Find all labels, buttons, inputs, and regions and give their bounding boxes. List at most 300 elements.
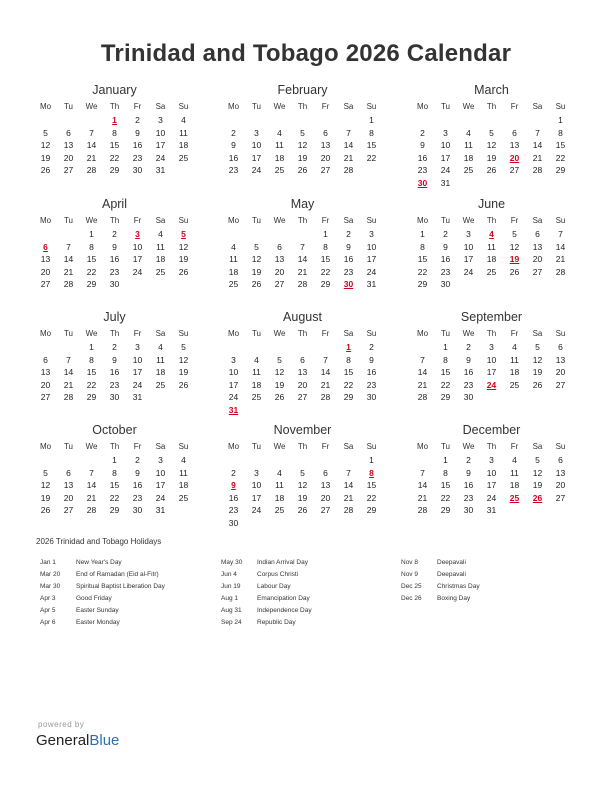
day-cell[interactable]: 2 <box>231 127 236 138</box>
day-cell[interactable]: 17 <box>251 152 262 163</box>
day-cell[interactable]: 1 <box>89 229 94 239</box>
day-cell[interactable]: 2 <box>135 455 140 465</box>
day-cell[interactable]: 8 <box>89 241 94 252</box>
day-cell[interactable]: 5 <box>512 229 517 239</box>
day-cell[interactable]: 24 <box>463 266 474 277</box>
day-cell[interactable]: 25 <box>155 379 166 390</box>
holiday-day[interactable]: 24 <box>486 379 497 390</box>
holiday-day[interactable]: 9 <box>231 480 236 491</box>
day-cell[interactable]: 20 <box>63 492 74 503</box>
day-cell[interactable]: 16 <box>132 140 143 151</box>
day-cell[interactable]: 3 <box>466 229 471 239</box>
day-cell[interactable]: 13 <box>40 254 51 265</box>
day-cell[interactable]: 17 <box>366 254 377 265</box>
day-cell[interactable]: 6 <box>43 354 48 365</box>
day-cell[interactable]: 23 <box>417 165 428 176</box>
day-cell[interactable]: 15 <box>417 254 428 265</box>
day-cell[interactable]: 27 <box>320 165 331 176</box>
day-cell[interactable]: 6 <box>558 455 563 465</box>
day-cell[interactable]: 11 <box>229 254 238 265</box>
brand-logo[interactable] <box>36 732 119 749</box>
day-cell[interactable]: 24 <box>132 266 143 277</box>
day-cell[interactable]: 3 <box>489 455 494 465</box>
day-cell[interactable]: 14 <box>86 480 97 491</box>
day-cell[interactable]: 17 <box>463 254 474 265</box>
day-cell[interactable]: 24 <box>366 266 377 277</box>
day-cell[interactable]: 29 <box>555 165 566 176</box>
day-cell[interactable]: 11 <box>156 241 165 252</box>
day-cell[interactable]: 29 <box>109 165 120 176</box>
day-cell[interactable]: 9 <box>369 354 374 365</box>
day-cell[interactable]: 7 <box>346 467 351 478</box>
day-cell[interactable]: 28 <box>417 505 428 516</box>
day-cell[interactable]: 23 <box>463 379 474 390</box>
day-cell[interactable]: 19 <box>274 379 285 390</box>
day-cell[interactable]: 2 <box>466 342 471 352</box>
day-cell[interactable]: 28 <box>343 505 354 516</box>
day-cell[interactable]: 29 <box>320 279 331 290</box>
day-cell[interactable]: 22 <box>417 266 428 277</box>
day-cell[interactable]: 20 <box>555 480 566 491</box>
day-cell[interactable]: 13 <box>555 467 566 478</box>
day-cell[interactable]: 10 <box>440 140 451 151</box>
day-cell[interactable]: 16 <box>366 367 377 378</box>
day-cell[interactable]: 28 <box>343 165 354 176</box>
day-cell[interactable]: 5 <box>43 467 48 478</box>
day-cell[interactable]: 10 <box>486 354 497 365</box>
day-cell[interactable]: 19 <box>178 367 189 378</box>
day-cell[interactable]: 26 <box>297 165 308 176</box>
day-cell[interactable]: 7 <box>300 241 305 252</box>
day-cell[interactable]: 14 <box>86 140 97 151</box>
day-cell[interactable]: 17 <box>486 480 497 491</box>
day-cell[interactable]: 26 <box>178 266 189 277</box>
day-cell[interactable]: 22 <box>366 492 377 503</box>
day-cell[interactable]: 16 <box>228 152 239 163</box>
day-cell[interactable]: 25 <box>463 165 474 176</box>
holiday-day[interactable]: 8 <box>369 467 374 478</box>
day-cell[interactable]: 26 <box>532 379 543 390</box>
day-cell[interactable]: 21 <box>86 492 97 503</box>
day-cell[interactable]: 25 <box>155 266 166 277</box>
day-cell[interactable]: 8 <box>323 241 328 252</box>
day-cell[interactable]: 27 <box>532 266 543 277</box>
day-cell[interactable]: 30 <box>440 279 451 290</box>
day-cell[interactable]: 10 <box>155 127 166 138</box>
day-cell[interactable]: 20 <box>40 266 51 277</box>
day-cell[interactable]: 17 <box>155 140 166 151</box>
day-cell[interactable]: 19 <box>532 367 543 378</box>
day-cell[interactable]: 30 <box>463 505 474 516</box>
day-cell[interactable]: 13 <box>555 354 566 365</box>
day-cell[interactable]: 1 <box>369 115 374 125</box>
holiday-day[interactable]: 6 <box>43 241 48 252</box>
day-cell[interactable]: 12 <box>297 480 308 491</box>
day-cell[interactable]: 12 <box>178 241 189 252</box>
day-cell[interactable]: 15 <box>86 254 97 265</box>
day-cell[interactable]: 7 <box>420 467 425 478</box>
day-cell[interactable]: 4 <box>158 229 163 239</box>
holiday-day[interactable]: 30 <box>343 279 354 290</box>
day-cell[interactable]: 29 <box>440 505 451 516</box>
day-cell[interactable]: 17 <box>486 367 497 378</box>
day-cell[interactable]: 6 <box>277 241 282 252</box>
day-cell[interactable]: 13 <box>320 480 331 491</box>
day-cell[interactable]: 30 <box>109 279 120 290</box>
day-cell[interactable]: 18 <box>155 367 166 378</box>
day-cell[interactable]: 27 <box>40 279 51 290</box>
day-cell[interactable]: 5 <box>43 127 48 138</box>
day-cell[interactable]: 10 <box>132 241 143 252</box>
day-cell[interactable]: 27 <box>320 505 331 516</box>
day-cell[interactable]: 8 <box>558 127 563 138</box>
day-cell[interactable]: 4 <box>277 127 282 138</box>
day-cell[interactable]: 4 <box>181 115 186 125</box>
day-cell[interactable]: 26 <box>251 279 262 290</box>
day-cell[interactable]: 6 <box>66 127 71 138</box>
day-cell[interactable]: 31 <box>132 392 143 403</box>
day-cell[interactable]: 19 <box>297 492 308 503</box>
day-cell[interactable]: 7 <box>66 354 71 365</box>
day-cell[interactable]: 9 <box>112 354 117 365</box>
day-cell[interactable]: 11 <box>275 140 284 151</box>
day-cell[interactable]: 14 <box>555 241 566 252</box>
day-cell[interactable]: 16 <box>463 480 474 491</box>
day-cell[interactable]: 6 <box>323 467 328 478</box>
day-cell[interactable]: 8 <box>346 354 351 365</box>
day-cell[interactable]: 25 <box>486 266 497 277</box>
day-cell[interactable]: 13 <box>297 367 308 378</box>
day-cell[interactable]: 14 <box>343 480 354 491</box>
day-cell[interactable]: 10 <box>155 467 166 478</box>
day-cell[interactable]: 11 <box>510 467 519 478</box>
day-cell[interactable]: 3 <box>369 229 374 239</box>
day-cell[interactable]: 18 <box>486 254 497 265</box>
day-cell[interactable]: 24 <box>440 165 451 176</box>
day-cell[interactable]: 19 <box>178 254 189 265</box>
day-cell[interactable]: 12 <box>40 480 51 491</box>
day-cell[interactable]: 6 <box>558 342 563 352</box>
day-cell[interactable]: 9 <box>420 140 425 151</box>
day-cell[interactable]: 27 <box>555 492 566 503</box>
day-cell[interactable]: 4 <box>512 455 517 465</box>
day-cell[interactable]: 21 <box>63 379 74 390</box>
day-cell[interactable]: 13 <box>40 367 51 378</box>
day-cell[interactable]: 24 <box>251 505 262 516</box>
day-cell[interactable]: 21 <box>63 266 74 277</box>
day-cell[interactable]: 16 <box>228 492 239 503</box>
holiday-day[interactable]: 19 <box>509 254 520 265</box>
day-cell[interactable]: 5 <box>254 241 259 252</box>
day-cell[interactable]: 29 <box>366 505 377 516</box>
day-cell[interactable]: 25 <box>178 492 189 503</box>
day-cell[interactable]: 1 <box>558 115 563 125</box>
day-cell[interactable]: 23 <box>366 379 377 390</box>
day-cell[interactable]: 28 <box>417 392 428 403</box>
day-cell[interactable]: 7 <box>558 229 563 239</box>
day-cell[interactable]: 8 <box>112 467 117 478</box>
day-cell[interactable]: 9 <box>466 354 471 365</box>
day-cell[interactable]: 12 <box>532 354 543 365</box>
day-cell[interactable]: 16 <box>343 254 354 265</box>
day-cell[interactable]: 2 <box>443 229 448 239</box>
day-cell[interactable]: 20 <box>320 152 331 163</box>
day-cell[interactable]: 23 <box>463 492 474 503</box>
day-cell[interactable]: 8 <box>112 127 117 138</box>
day-cell[interactable]: 28 <box>532 165 543 176</box>
day-cell[interactable]: 15 <box>555 140 566 151</box>
day-cell[interactable]: 4 <box>466 127 471 138</box>
day-cell[interactable]: 14 <box>532 140 543 151</box>
day-cell[interactable]: 10 <box>132 354 143 365</box>
day-cell[interactable]: 13 <box>509 140 520 151</box>
day-cell[interactable]: 13 <box>63 480 74 491</box>
day-cell[interactable]: 24 <box>132 379 143 390</box>
holiday-day[interactable]: 25 <box>509 492 520 503</box>
day-cell[interactable]: 14 <box>297 254 308 265</box>
day-cell[interactable]: 30 <box>366 392 377 403</box>
day-cell[interactable]: 26 <box>509 266 520 277</box>
day-cell[interactable]: 22 <box>109 492 120 503</box>
day-cell[interactable]: 30 <box>132 165 143 176</box>
day-cell[interactable]: 2 <box>231 467 236 478</box>
day-cell[interactable]: 21 <box>86 152 97 163</box>
day-cell[interactable]: 5 <box>300 467 305 478</box>
day-cell[interactable]: 22 <box>555 152 566 163</box>
day-cell[interactable]: 5 <box>535 455 540 465</box>
day-cell[interactable]: 18 <box>509 480 520 491</box>
day-cell[interactable]: 30 <box>109 392 120 403</box>
day-cell[interactable]: 20 <box>555 367 566 378</box>
day-cell[interactable]: 14 <box>63 367 74 378</box>
day-cell[interactable]: 2 <box>420 127 425 138</box>
day-cell[interactable]: 18 <box>228 266 239 277</box>
day-cell[interactable]: 1 <box>443 455 448 465</box>
day-cell[interactable]: 18 <box>251 379 262 390</box>
day-cell[interactable]: 24 <box>228 392 239 403</box>
day-cell[interactable]: 17 <box>155 480 166 491</box>
day-cell[interactable]: 1 <box>369 455 374 465</box>
holiday-day[interactable]: 5 <box>181 229 186 239</box>
day-cell[interactable]: 24 <box>155 152 166 163</box>
day-cell[interactable]: 9 <box>231 140 236 151</box>
day-cell[interactable]: 16 <box>440 254 451 265</box>
day-cell[interactable]: 31 <box>366 279 377 290</box>
day-cell[interactable]: 29 <box>440 392 451 403</box>
day-cell[interactable]: 17 <box>228 379 239 390</box>
day-cell[interactable]: 24 <box>486 492 497 503</box>
day-cell[interactable]: 31 <box>155 505 166 516</box>
day-cell[interactable]: 20 <box>297 379 308 390</box>
day-cell[interactable]: 10 <box>366 241 377 252</box>
day-cell[interactable]: 14 <box>63 254 74 265</box>
day-cell[interactable]: 30 <box>132 505 143 516</box>
day-cell[interactable]: 30 <box>228 517 239 528</box>
holiday-day[interactable]: 4 <box>489 229 494 239</box>
day-cell[interactable]: 25 <box>178 152 189 163</box>
day-cell[interactable]: 21 <box>417 379 428 390</box>
day-cell[interactable]: 1 <box>420 229 425 239</box>
day-cell[interactable]: 3 <box>443 127 448 138</box>
day-cell[interactable]: 23 <box>440 266 451 277</box>
day-cell[interactable]: 19 <box>486 152 497 163</box>
day-cell[interactable]: 31 <box>440 177 451 188</box>
day-cell[interactable]: 29 <box>86 392 97 403</box>
holiday-day[interactable]: 3 <box>135 229 140 239</box>
day-cell[interactable]: 21 <box>343 152 354 163</box>
day-cell[interactable]: 23 <box>343 266 354 277</box>
day-cell[interactable]: 26 <box>486 165 497 176</box>
day-cell[interactable]: 9 <box>135 127 140 138</box>
day-cell[interactable]: 3 <box>254 127 259 138</box>
day-cell[interactable]: 16 <box>132 480 143 491</box>
day-cell[interactable]: 31 <box>155 165 166 176</box>
day-cell[interactable]: 20 <box>320 492 331 503</box>
day-cell[interactable]: 4 <box>277 467 282 478</box>
day-cell[interactable]: 25 <box>251 392 262 403</box>
day-cell[interactable]: 7 <box>89 467 94 478</box>
day-cell[interactable]: 12 <box>40 140 51 151</box>
day-cell[interactable]: 11 <box>510 354 519 365</box>
day-cell[interactable]: 23 <box>109 266 120 277</box>
day-cell[interactable]: 25 <box>274 505 285 516</box>
day-cell[interactable]: 6 <box>323 127 328 138</box>
day-cell[interactable]: 25 <box>274 165 285 176</box>
day-cell[interactable]: 1 <box>89 342 94 352</box>
day-cell[interactable]: 3 <box>254 467 259 478</box>
day-cell[interactable]: 2 <box>112 342 117 352</box>
day-cell[interactable]: 30 <box>463 392 474 403</box>
day-cell[interactable]: 6 <box>66 467 71 478</box>
holiday-day[interactable]: 1 <box>346 342 351 352</box>
day-cell[interactable]: 19 <box>251 266 262 277</box>
day-cell[interactable]: 7 <box>323 354 328 365</box>
day-cell[interactable]: 3 <box>158 455 163 465</box>
day-cell[interactable]: 15 <box>109 480 120 491</box>
day-cell[interactable]: 9 <box>443 241 448 252</box>
day-cell[interactable]: 1 <box>323 229 328 239</box>
day-cell[interactable]: 18 <box>178 480 189 491</box>
day-cell[interactable]: 6 <box>300 354 305 365</box>
day-cell[interactable]: 17 <box>132 367 143 378</box>
day-cell[interactable]: 14 <box>343 140 354 151</box>
day-cell[interactable]: 4 <box>158 342 163 352</box>
day-cell[interactable]: 12 <box>297 140 308 151</box>
day-cell[interactable]: 11 <box>179 467 188 478</box>
day-cell[interactable]: 29 <box>109 505 120 516</box>
day-cell[interactable]: 5 <box>535 342 540 352</box>
day-cell[interactable]: 10 <box>228 367 239 378</box>
day-cell[interactable]: 20 <box>63 152 74 163</box>
day-cell[interactable]: 23 <box>228 165 239 176</box>
day-cell[interactable]: 13 <box>274 254 285 265</box>
day-cell[interactable]: 14 <box>417 480 428 491</box>
day-cell[interactable]: 7 <box>66 241 71 252</box>
day-cell[interactable]: 23 <box>132 152 143 163</box>
day-cell[interactable]: 19 <box>40 492 51 503</box>
day-cell[interactable]: 21 <box>343 492 354 503</box>
day-cell[interactable]: 9 <box>135 467 140 478</box>
day-cell[interactable]: 15 <box>440 480 451 491</box>
day-cell[interactable]: 13 <box>532 241 543 252</box>
day-cell[interactable]: 9 <box>112 241 117 252</box>
day-cell[interactable]: 8 <box>443 467 448 478</box>
day-cell[interactable]: 19 <box>40 152 51 163</box>
day-cell[interactable]: 18 <box>178 140 189 151</box>
day-cell[interactable]: 11 <box>275 480 284 491</box>
day-cell[interactable]: 26 <box>40 165 51 176</box>
day-cell[interactable]: 21 <box>417 492 428 503</box>
holiday-day[interactable]: 31 <box>228 404 239 415</box>
day-cell[interactable]: 11 <box>487 241 496 252</box>
day-cell[interactable]: 29 <box>86 279 97 290</box>
day-cell[interactable]: 15 <box>343 367 354 378</box>
day-cell[interactable]: 24 <box>251 165 262 176</box>
day-cell[interactable]: 5 <box>300 127 305 138</box>
day-cell[interactable]: 15 <box>109 140 120 151</box>
holiday-day[interactable]: 30 <box>417 177 428 188</box>
day-cell[interactable]: 5 <box>489 127 494 138</box>
day-cell[interactable]: 24 <box>155 492 166 503</box>
day-cell[interactable]: 15 <box>440 367 451 378</box>
day-cell[interactable]: 23 <box>228 505 239 516</box>
day-cell[interactable]: 22 <box>440 492 451 503</box>
day-cell[interactable]: 8 <box>443 354 448 365</box>
day-cell[interactable]: 14 <box>417 367 428 378</box>
day-cell[interactable]: 2 <box>112 229 117 239</box>
day-cell[interactable]: 17 <box>440 152 451 163</box>
day-cell[interactable]: 11 <box>179 127 188 138</box>
day-cell[interactable]: 12 <box>486 140 497 151</box>
day-cell[interactable]: 16 <box>109 254 120 265</box>
day-cell[interactable]: 13 <box>320 140 331 151</box>
day-cell[interactable]: 6 <box>535 229 540 239</box>
day-cell[interactable]: 8 <box>369 127 374 138</box>
day-cell[interactable]: 31 <box>486 505 497 516</box>
day-cell[interactable]: 10 <box>251 140 262 151</box>
day-cell[interactable]: 28 <box>63 279 74 290</box>
day-cell[interactable]: 25 <box>509 379 520 390</box>
day-cell[interactable]: 11 <box>464 140 473 151</box>
day-cell[interactable]: 11 <box>156 354 165 365</box>
day-cell[interactable]: 2 <box>346 229 351 239</box>
day-cell[interactable]: 4 <box>231 241 236 252</box>
day-cell[interactable]: 22 <box>343 379 354 390</box>
day-cell[interactable]: 22 <box>320 266 331 277</box>
day-cell[interactable]: 12 <box>274 367 285 378</box>
day-cell[interactable]: 8 <box>420 241 425 252</box>
day-cell[interactable]: 3 <box>135 342 140 352</box>
day-cell[interactable]: 27 <box>40 392 51 403</box>
day-cell[interactable]: 28 <box>63 392 74 403</box>
day-cell[interactable]: 12 <box>532 467 543 478</box>
holiday-day[interactable]: 26 <box>532 492 543 503</box>
day-cell[interactable]: 25 <box>228 279 239 290</box>
day-cell[interactable]: 22 <box>86 379 97 390</box>
day-cell[interactable]: 27 <box>63 505 74 516</box>
day-cell[interactable]: 12 <box>251 254 262 265</box>
day-cell[interactable]: 17 <box>132 254 143 265</box>
day-cell[interactable]: 23 <box>109 379 120 390</box>
day-cell[interactable]: 7 <box>346 127 351 138</box>
day-cell[interactable]: 26 <box>40 505 51 516</box>
day-cell[interactable]: 8 <box>89 354 94 365</box>
day-cell[interactable]: 1 <box>112 455 117 465</box>
day-cell[interactable]: 29 <box>417 279 428 290</box>
day-cell[interactable]: 15 <box>366 140 377 151</box>
day-cell[interactable]: 5 <box>181 342 186 352</box>
day-cell[interactable]: 4 <box>254 354 259 365</box>
